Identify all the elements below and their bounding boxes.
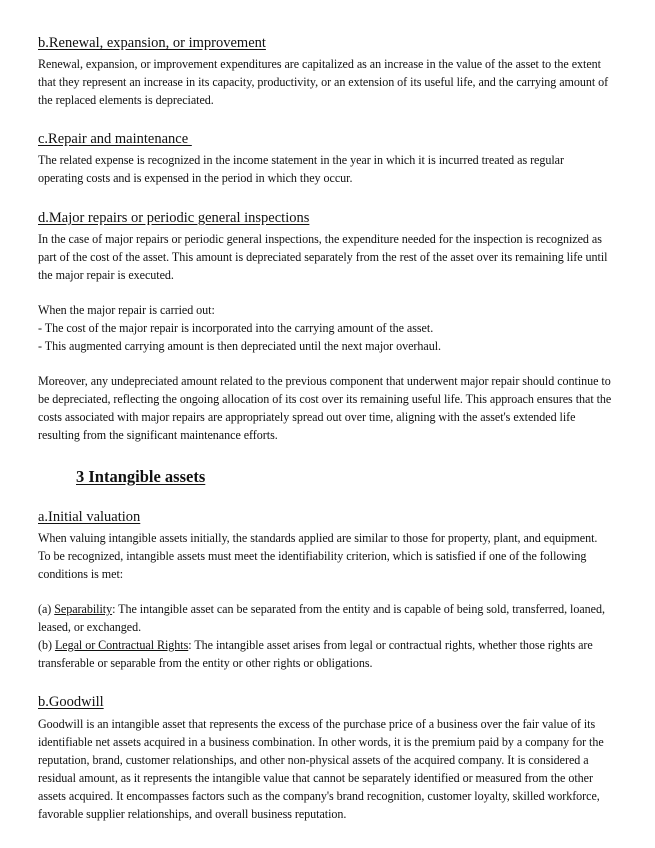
goodwill-line: residual amount, as it represents the intangible value that cannot be separately identified or measured from the other: [38, 771, 593, 785]
criterion-b-cont: transferable or separable from the entity or other rights or obligations.: [38, 656, 373, 670]
repair-heading: c.Repair and maintenance: [38, 131, 192, 147]
major-line: the major repair is executed.: [38, 268, 174, 282]
renewal-line: Renewal, expansion, or improvement expenditures are capitalized as an increase in the value of the asset to the extent: [38, 57, 601, 71]
section-renewal: [38, 34, 655, 109]
goodwill-line: identifiable net assets acquired in a business combination. In other words, it is the premium paid by a company for the: [38, 735, 604, 749]
goodwill-line: assets acquired. It encompasses factors such as the company's brand recognition, customer loyalty, skilled workforce,: [38, 789, 600, 803]
criterion-a-term: Separability: [54, 602, 113, 616]
repair-line: The related expense is recognized in the income statement in the year in which it is incurred treated as regular: [38, 153, 564, 167]
initial-line: When valuing intangible assets initially, the standards applied are similar to those for property, plant, and equipment.: [38, 531, 598, 545]
goodwill-line: favorable supplier relationships, and overall business reputation.: [38, 807, 347, 821]
initial-heading: a.Initial valuation: [38, 509, 141, 525]
major-line: be depreciated, reflecting the ongoing allocation of its cost over its remaining useful life. This approach ensures that the: [38, 392, 612, 406]
criterion-a-text: : The intangible asset can be separated from the entity and is capable of being sold, transferred, loaned,: [112, 602, 605, 616]
criterion-a-prefix: (a): [38, 602, 55, 616]
major-paragraph-1: [38, 230, 655, 284]
goodwill-heading: b.Goodwill: [38, 694, 104, 710]
criterion-b-text: : The intangible asset arises from legal or contractual rights, whether those rights are: [188, 638, 593, 652]
major-line: costs associated with major repairs are appropriately spread out over time, aligning with the asset's extended life: [38, 410, 576, 424]
major-line: In the case of major repairs or periodic general inspections, the expenditure needed for the inspection is recognized as: [38, 232, 602, 246]
renewal-line: that they represent an increase in its capacity, productivity, or an extension of its useful life, and the carrying amount of: [38, 75, 609, 89]
renewal-line: the replaced elements is depreciated.: [38, 93, 214, 107]
section-goodwill: [38, 693, 655, 823]
section-major-repairs: [38, 209, 655, 444]
criteria-list: [38, 600, 655, 672]
section-intangible-title: [38, 467, 655, 487]
section-repair: [38, 130, 655, 187]
goodwill-line: Goodwill is an intangible asset that represents the excess of the purchase price of a business over the fair value of its: [38, 717, 596, 731]
major-heading: d.Major repairs or periodic general inspections: [38, 210, 310, 226]
repair-line: operating costs and is expensed in the period in which they occur.: [38, 171, 353, 185]
intangible-title: 3 Intangible assets: [76, 467, 206, 486]
major-paragraph-3: [38, 372, 655, 444]
criterion-b-term: Legal or Contractual Rights: [54, 638, 189, 652]
major-line: part of the cost of the asset. This amount is depreciated separately from the rest of the asset over its remaining life until: [38, 250, 608, 264]
renewal-heading: b.Renewal, expansion, or improvement: [38, 35, 266, 51]
major-line: When the major repair is carried out:: [38, 303, 215, 317]
criterion-b-prefix: (b): [38, 638, 55, 652]
criterion-a: [38, 600, 655, 618]
section-initial-valuation: [38, 508, 655, 672]
major-line: Moreover, any undepreciated amount related to the previous component that underwent major repair should continue to: [38, 374, 611, 388]
major-line: resulting from the significant maintenance efforts.: [38, 428, 278, 442]
criterion-b: [38, 636, 655, 654]
major-line: - This augmented carrying amount is then depreciated until the next major overhaul.: [38, 339, 441, 353]
initial-line: conditions is met:: [38, 567, 124, 581]
initial-line: To be recognized, intangible assets must meet the identifiability criterion, which is satisfied if one of the following: [38, 549, 587, 563]
criterion-a-cont: leased, or exchanged.: [38, 620, 142, 634]
goodwill-line: reputation, brand, customer relationships, and other non-physical assets of the acquired company. It is considered a: [38, 753, 589, 767]
major-paragraph-2: [38, 301, 655, 355]
major-line: - The cost of the major repair is incorporated into the carrying amount of the asset.: [38, 321, 434, 335]
